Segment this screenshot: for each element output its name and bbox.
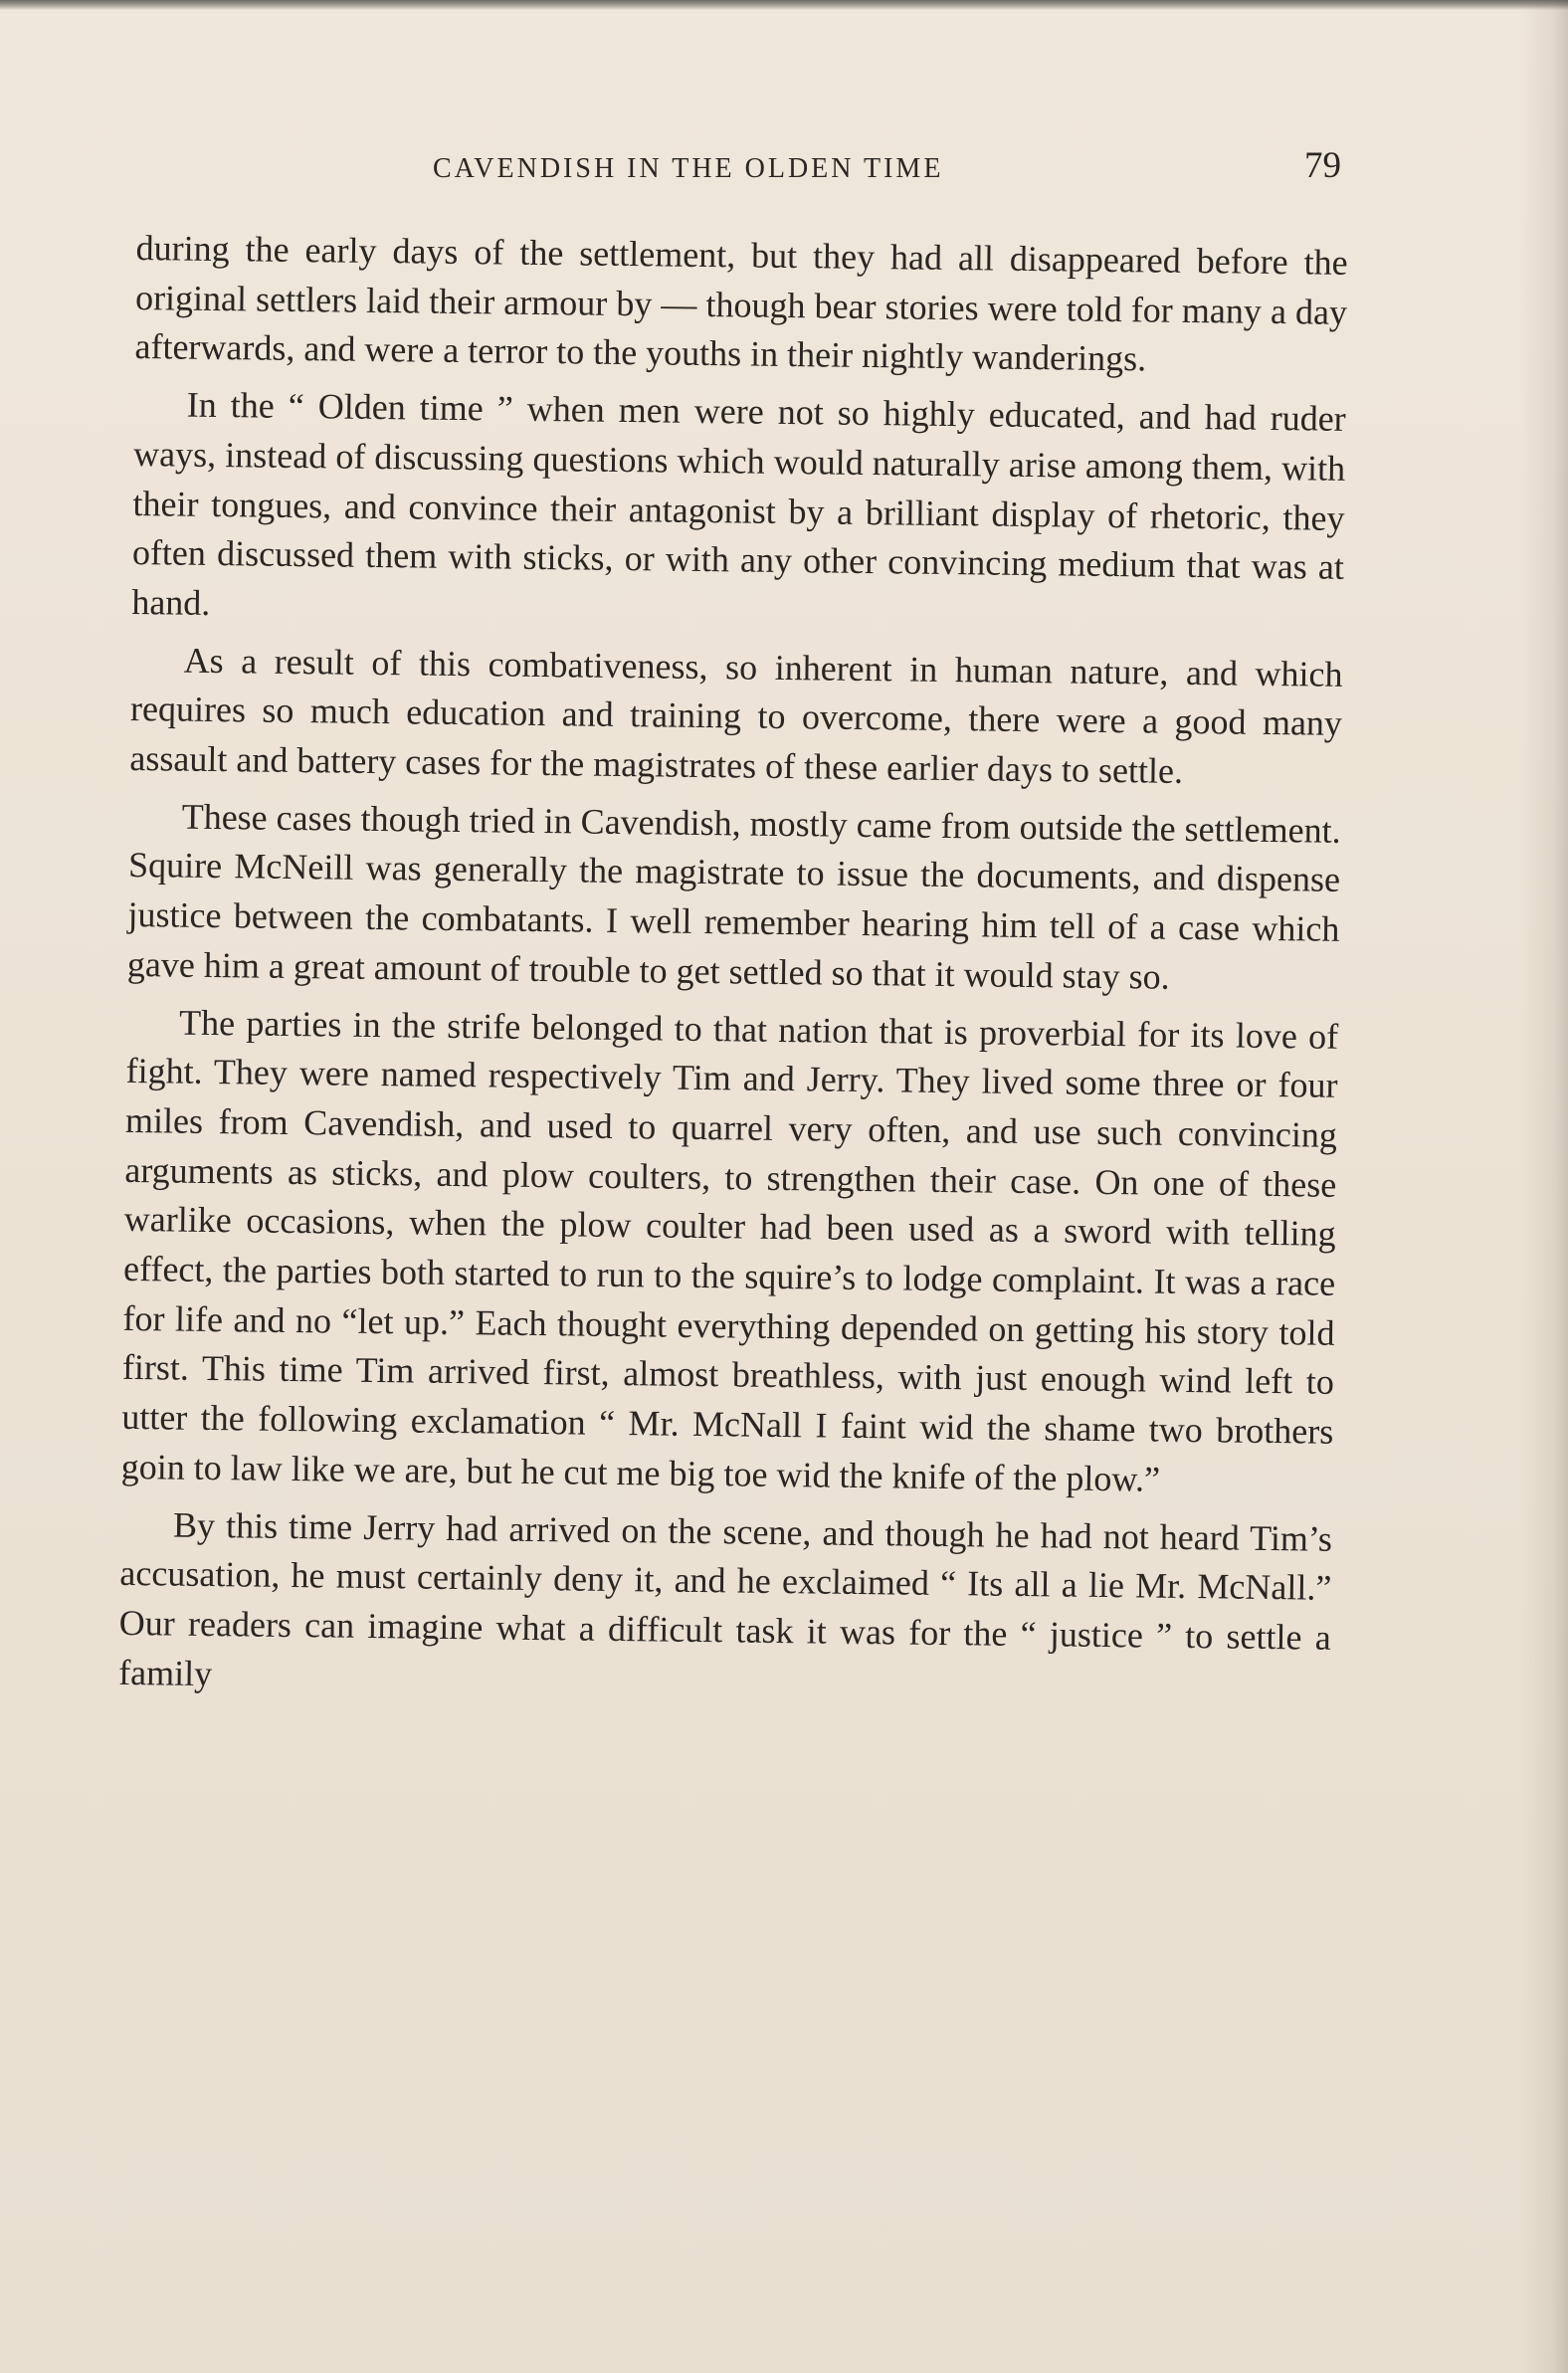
paragraph-tim-and-jerry: The parties in the strife belonged to that nation that is proverbial for its love of fight. They were named respectively Tim and Jerry. They lived some three or four miles from Cavendish, and used to quarrel very often, and use such convincing arguments as sticks, and plow coulters, to strengthen their case. On one of these warlike occasions, when the plow coulter had been used as a sword with telling effect, the parties both started to run to the squire’s to lodge complaint. It was a race for life and no “let up.” Each thought everything depended on getting his story told first. This time Tim arrived first, almost breathless, with just enough wind left to utter the following exclamation “ Mr. McNall I faint wid the shame two brothers goin to law like we are, but he cut me big toe wid the knife of the plow.” (120, 1002, 1339, 1499)
page-top-edge (0, 0, 1568, 10)
body-text (118, 224, 1348, 1712)
running-head (149, 144, 1343, 187)
paragraph-olden-time: In the “ Olden time ” when men were not so highly educated, and had ruder ways, instead of discussing questions which would naturally arise among them, with their tongues, and convince their antagonist by a brilliant display of rhetoric, they often discussed them with sticks, or with any other convincing medium that was at hand. (131, 384, 1346, 623)
running-head-title: CAVENDISH IN THE OLDEN TIME (433, 153, 944, 184)
paragraph-continued: during the early days of the settlement, but they had all disappeared before the original settlers laid their armour by — though bear stories were told for many a day afterwards, and were a terror to the youths in their nightly wanderings. (134, 227, 1348, 379)
page-number: 79 (1304, 145, 1341, 186)
page-right-edge (1520, 0, 1568, 2373)
paragraph-combativeness: As a result of this combativeness, so inherent in human nature, and which requires so much education and training to overcome, there were a good many assault and battery cases for the magistrates of these earlier days to settle. (129, 640, 1343, 791)
paragraph-cases: These cases though tried in Cavendish, mostly came from outside the settlement. Squire McNeill was generally the magistrate to issue the documents, and dispense justice between the combatants. I well remember hearing him tell of a case which gave him a great amount of trouble to get settled so that it would stay so. (126, 796, 1341, 997)
paragraph-jerry-arrives: By this time Jerry had arrived on the scene, and though he had not heard Tim’s accusation, he must certainly deny it, and he exclaimed “ Its all a lie Mr. McNall.” Our readers can imagine what a difficult task it was for the “ justice ” to settle a family (117, 1504, 1333, 1693)
